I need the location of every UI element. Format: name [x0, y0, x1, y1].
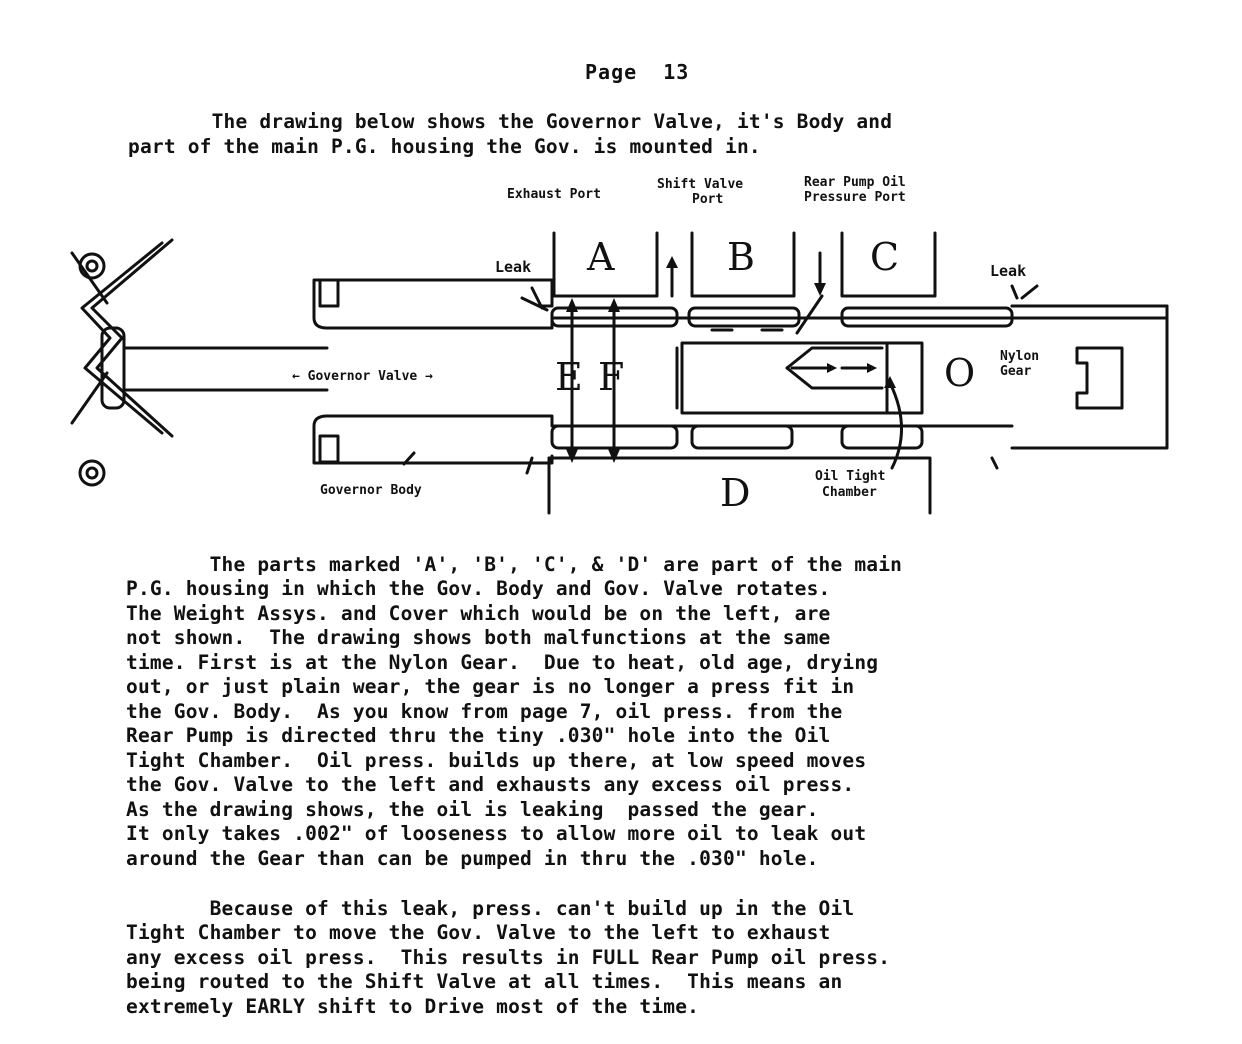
label-leak-right: Leak [990, 262, 1027, 280]
label-oil-tight: Oil Tight [815, 469, 886, 484]
text-line: As the drawing shows, the oil is leaking passed the gear. [126, 797, 819, 821]
label-O: O [944, 351, 976, 395]
label-D: D [720, 471, 751, 515]
intro-paragraph [128, 110, 892, 159]
text-line: around the Gear than can be pumped in thru the .030" hole. [126, 846, 819, 870]
label-C: C [870, 235, 900, 279]
governor-valve-text: Governor Valve [307, 369, 418, 384]
label-F: F [598, 355, 625, 399]
text-line: the Gov. Body. As you know from page 7, oil press. from the [126, 699, 843, 723]
intro-line: part of the main P.G. housing the Gov. is mounted in. [128, 134, 761, 158]
text-line: extremely EARLY shift to Drive most of the time. [126, 994, 700, 1018]
text-line: The parts marked 'A', 'B', 'C', & 'D' are part of the main [126, 552, 903, 576]
text-line: Tight Chamber to move the Gov. Valve to the left to exhaust [126, 921, 831, 944]
label-pressure-port: Pressure Port [804, 190, 906, 205]
governor-valve-diagram [52, 168, 1182, 518]
label-shift-valve-port: Shift Valve [657, 177, 744, 192]
text-line: P.G. housing in which the Gov. Body and Gov. Valve rotates. [126, 577, 831, 600]
label-governor-valve: ← Governor Valve → [292, 369, 433, 384]
intro-line: The drawing below shows the Governor Valve, it's Body and [128, 110, 893, 133]
text-line: It only takes .002" of looseness to allow more oil to leak out [126, 822, 867, 845]
text-line: the Gov. Valve to the left and exhausts any excess oil press. [126, 773, 855, 796]
text-line: The Weight Assys. and Cover which would be on the left, are [126, 601, 831, 625]
label-leak-left: Leak [495, 258, 532, 276]
text-line: being routed to the Shift Valve at all times. This means an [126, 970, 843, 993]
text-line: time. First is at the Nylon Gear. Due to heat, old age, drying [126, 650, 879, 674]
text-line: out, or just plain wear, the gear is no longer a press fit in [126, 675, 855, 698]
weight-assembly-drawing [72, 240, 327, 485]
label-exhaust-port: Exhaust Port [507, 187, 601, 202]
paragraph-1 [126, 528, 902, 896]
text-line: Because of this leak, press. can't build up in the Oil [126, 896, 855, 920]
label-shift-valve-port-2: Port [692, 192, 724, 207]
label-rear-pump-oil: Rear Pump Oil [804, 175, 906, 190]
paragraph-2 [126, 872, 890, 1044]
flow-arrows [404, 253, 1040, 473]
label-governor-body: Governor Body [320, 483, 422, 498]
text-line: not shown. The drawing shows both malfunctions at the same [126, 626, 831, 649]
text-line: any excess oil press. This results in FULL Rear Pump oil press. [126, 945, 891, 969]
label-nylon: Nylon [1000, 349, 1040, 364]
text-line: Tight Chamber. Oil press. builds up there, at low speed moves [126, 748, 867, 772]
page-number: Page 13 [585, 60, 690, 84]
governor-body-drawing [314, 280, 1167, 463]
label-gear: Gear [1000, 364, 1032, 379]
label-A: A [587, 235, 615, 279]
label-chamber: Chamber [822, 485, 877, 500]
label-E: E [555, 355, 583, 399]
label-B: B [727, 235, 755, 279]
text-line: Rear Pump is directed thru the tiny .030" hole into the Oil [126, 724, 831, 747]
